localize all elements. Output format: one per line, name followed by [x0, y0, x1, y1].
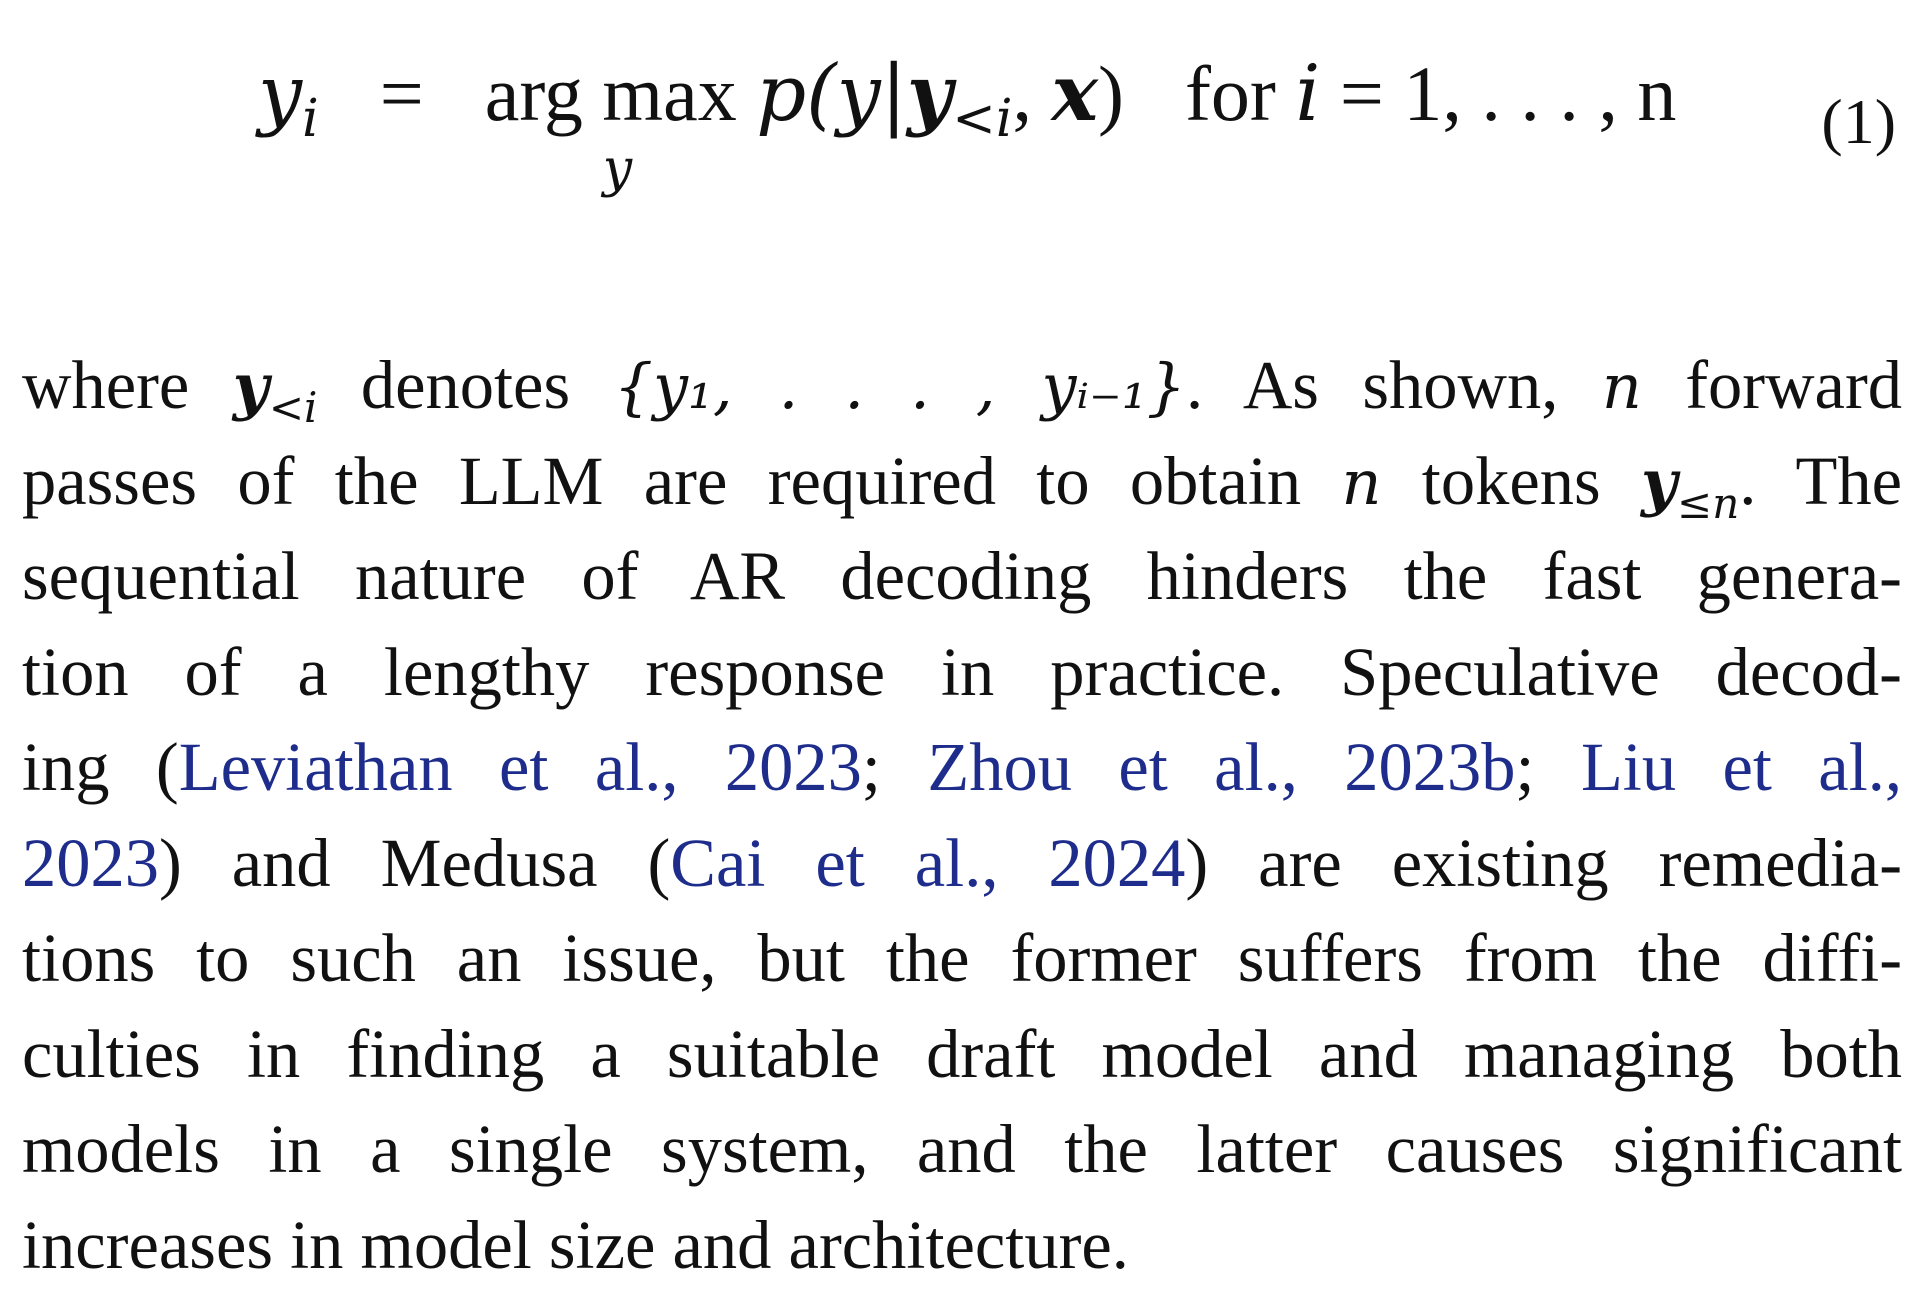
eq-argmax-under: y	[602, 139, 633, 199]
equation-number: (1)	[1821, 86, 1896, 157]
citation-zhou[interactable]: Zhou et al., 2023b	[927, 729, 1516, 805]
paragraph-line-9: models in a single system, and the latter causes significant	[22, 1111, 1902, 1187]
paragraph-line-1	[22, 338, 1902, 434]
text-tokens: tokens	[1381, 442, 1641, 519]
eq-cond-bold: y	[906, 48, 953, 139]
eq-lhs-subscript: i	[302, 89, 319, 149]
text-remedia: ) are existing remedia-	[1185, 824, 1903, 901]
math-set: {y₁, . . . , yᵢ₋₁}	[613, 350, 1187, 423]
paragraph-line-2	[22, 434, 1902, 530]
text-sep-1: ;	[861, 729, 928, 805]
paragraph-line-6	[22, 816, 1902, 912]
math-y-subscript: <i	[268, 383, 318, 432]
eq-cond-subscript: <i	[952, 89, 1013, 149]
eq-equals: =	[379, 50, 424, 137]
math-y-bold: y	[232, 350, 269, 423]
text-denotes: denotes	[317, 347, 614, 423]
text-the: . The	[1739, 442, 1902, 519]
eq-cond-sep: ,	[1012, 50, 1052, 137]
equation	[258, 48, 1677, 199]
eq-range: = 1, . . . , n	[1339, 50, 1677, 137]
citation-leviathan[interactable]: Leviathan et al., 2023	[178, 729, 862, 805]
eq-for: for	[1184, 50, 1276, 137]
text-as-shown: . As shown,	[1186, 347, 1602, 423]
math-y-bold-2: y	[1640, 445, 1678, 519]
text-and-medusa: ) and Medusa (	[159, 824, 671, 901]
paragraph-line-8: culties in finding a suitable draft model and managing both	[22, 1015, 1902, 1092]
math-y-subscript-2: ≤n	[1677, 478, 1740, 528]
text-ing: ing (	[22, 729, 179, 805]
paragraph-line-4: tion of a lengthy response in practice. Speculative decod-	[22, 633, 1902, 710]
paragraph-line-5	[22, 720, 1902, 816]
paragraph-line-10: increases in model size and architecture.	[22, 1206, 1129, 1283]
eq-range-var: i	[1295, 49, 1321, 139]
text-sep-2: ;	[1515, 729, 1581, 805]
eq-argmax-label: arg max	[484, 50, 737, 137]
eq-expression: p(y|	[756, 49, 907, 139]
text-forward: forward	[1641, 347, 1903, 423]
math-n-2: n	[1341, 445, 1382, 519]
text-where: where	[22, 347, 233, 423]
eq-cond-x: x	[1051, 48, 1098, 139]
math-n: n	[1601, 350, 1642, 423]
citation-cai[interactable]: Cai et al., 2024	[670, 824, 1186, 901]
eq-argmax	[484, 50, 737, 199]
paragraph	[22, 338, 1902, 1293]
citation-liu-year[interactable]: 2023	[22, 824, 159, 901]
citation-liu[interactable]: Liu et al.,	[1580, 729, 1902, 805]
paragraph-line-3: sequential nature of AR decoding hinders the fast genera-	[22, 538, 1902, 614]
eq-lhs: y	[258, 49, 303, 139]
paragraph-line-7: tions to such an issue, but the former suffers from the diffi-	[22, 920, 1902, 996]
equation-block	[0, 48, 1920, 215]
eq-close: )	[1097, 50, 1124, 137]
text-passes: passes of the LLM are required to obtain	[22, 442, 1342, 519]
